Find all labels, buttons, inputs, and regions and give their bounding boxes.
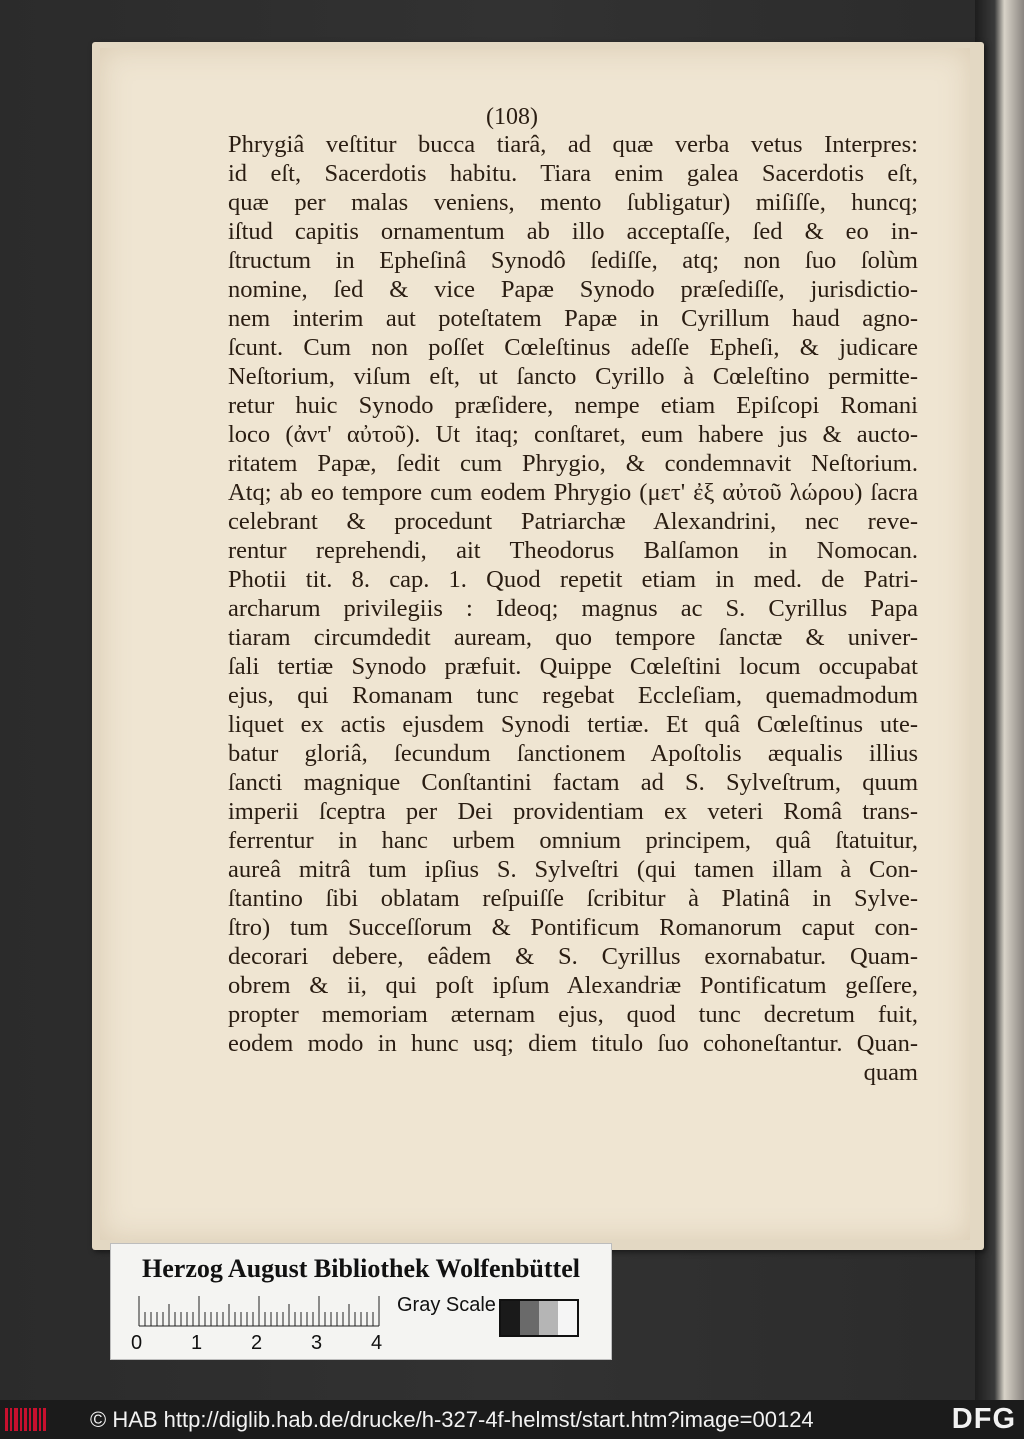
text-line: liquet ex actis ejusdem Synodi tertiæ. Et quâ Cœleſtinus ute- [228,711,918,738]
text-line: ſali tertiæ Synodo præfuit. Quippe Cœleſtini locum occupabat [228,653,918,680]
text-line: nomine, ſed & vice Papæ Synodo præſediſſe, jurisdictio- [228,276,918,303]
text-line: retur huic Synodo præſidere, nempe etiam Epiſcopi Romani [228,392,918,419]
text-line: Neſtorium, viſum eſt, ut ſancto Cyrillo à Cœleſtino permitte- [228,363,918,390]
hab-barcode-logo-icon [4,1406,48,1433]
text-line: id eſt, Sacerdotis habitu. Tiara enim galea Sacerdotis eſt, [228,160,918,187]
text-line: obrem & ii, qui poſt ipſum Alexandriæ Pontificatum geſſere, [228,972,918,999]
text-line: celebrant & procedunt Patriarchæ Alexandrini, nec reve- [228,508,918,535]
gray-swatch [501,1301,520,1335]
ruler [137,1294,381,1328]
text-line: imperii ſceptra per Dei providentiam ex veteri Româ trans- [228,798,918,825]
gray-scale-label: Gray Scale [397,1294,496,1316]
text-line: tiaram circumdedit auream, quo tempore ſanctæ & univer- [228,624,918,651]
text-line: archarum privilegiis : Ideoq; magnus ac S. Cyrillus Papa [228,595,918,622]
text-line: decorari debere, eâdem & S. Cyrillus exornabatur. Quam- [228,943,918,970]
text-line: ritatem Papæ, ſedit cum Phrygio, & condemnavit Neſtorium. [228,450,918,477]
gray-swatch [520,1301,539,1335]
ruler-number: 2 [251,1332,263,1354]
gray-swatch [558,1301,577,1335]
footer-bar [0,1400,1024,1439]
dfg-logo: DFG [951,1403,1016,1435]
text-line: ſtantino ſibi oblatam reſpuiſſe ſcribitur à Platinâ in Sylve- [228,885,918,912]
page-text [228,130,918,1087]
ruler-numbers [129,1332,409,1356]
gray-swatch [539,1301,558,1335]
text-line: iſtud capitis ornamentum ab illo acceptaſſe, ſed & eo in- [228,218,918,245]
text-line: ejus, qui Romanam tunc regebat Eccleſiam, quemadmodum [228,682,918,709]
page-number: (108) [486,104,538,130]
text-line: Atq; ab eo tempore cum eodem Phrygio (μετ' ἐξ αὐτοῦ λώρου) ſacra [228,479,918,506]
text-line: batur gloriâ, ſecundum ſanctionem Apoſtolis æqualis illius [228,740,918,767]
library-name: Herzog August Bibliothek Wolfenbüttel [142,1254,580,1283]
copyright-link[interactable]: © HAB http://diglib.hab.de/drucke/h-327-4f-helmst/start.htm?image=00124 [90,1407,814,1432]
text-line: ferrentur in hanc urbem omnium principem, quâ ſtatuitur, [228,827,918,854]
text-line: Photii tit. 8. cap. 1. Quod repetit etiam in med. de Patri- [228,566,918,593]
ruler-number: 0 [131,1332,143,1354]
text-line: quæ per malas veniens, mento ſubligatur) miſiſſe, huncq; [228,189,918,216]
text-line: nem interim aut poteſtatem Papæ in Cyrillum haud agno- [228,305,918,332]
ruler-number: 3 [311,1332,323,1354]
ruler-ticks [137,1294,381,1328]
text-line: ſtructum in Epheſinâ Synodô ſediſſe, atq; non ſuo ſolùm [228,247,918,274]
text-line: propter memoriam æternam ejus, quod tunc decretum fuit, [228,1001,918,1028]
text-line: Phrygiâ veſtitur bucca tiarâ, ad quæ verba vetus Interpres: [228,131,918,158]
ruler-number: 1 [191,1332,203,1354]
text-line: aureâ mitrâ tum ipſius S. Sylveſtri (qui tamen illam à Con- [228,856,918,883]
calibration-card [110,1243,612,1360]
text-line: eodem modo in hunc usq; diem titulo ſuo cohoneſtantur. Quan- [228,1030,918,1057]
text-line: ſtro) tum Succeſſorum & Pontificum Romanorum caput con- [228,914,918,941]
ruler-number: 4 [371,1332,383,1354]
text-line: quam [863,1059,918,1086]
gray-scale-swatches [499,1299,579,1337]
text-line: ſcunt. Cum non poſſet Cœleſtinus adeſſe Epheſi, & judicare [228,334,918,361]
text-line: rentur reprehendi, ait Theodorus Balſamon in Nomocan. [228,537,918,564]
text-line: ſancti magnique Conſtantini factam ad S. Sylveſtrum, quum [228,769,918,796]
text-line: loco (ἀντ' αὐτοῦ). Ut itaq; conſtaret, eum habere jus & aucto- [228,421,918,448]
